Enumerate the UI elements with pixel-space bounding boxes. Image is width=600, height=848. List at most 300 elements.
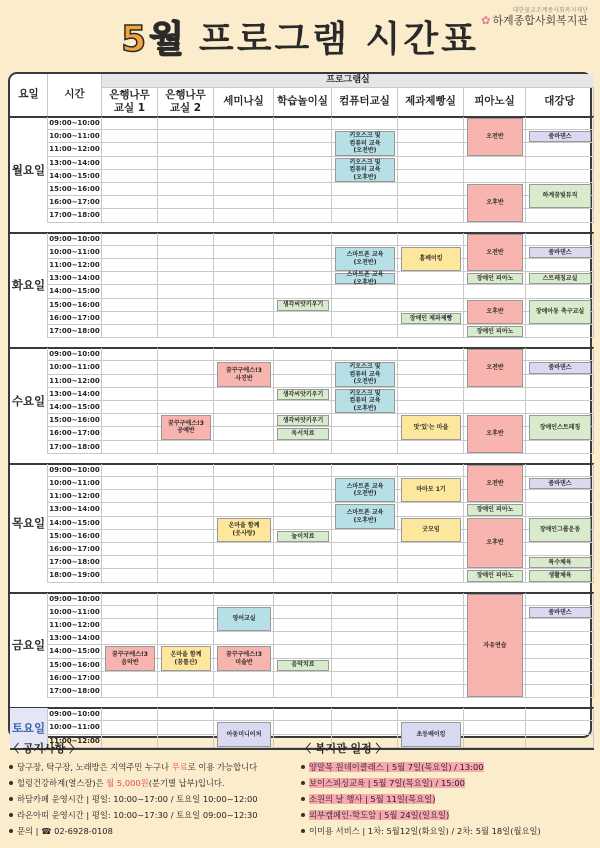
header-room: 컴퓨터교실 bbox=[332, 88, 398, 117]
grid-cell bbox=[398, 401, 464, 414]
grid-cell bbox=[526, 672, 594, 685]
grid-cell bbox=[158, 517, 214, 530]
grid-cell bbox=[274, 272, 332, 285]
grid-cell bbox=[526, 645, 594, 658]
grid-cell bbox=[102, 672, 158, 685]
day-label: 월요일 bbox=[10, 117, 48, 223]
grid-cell bbox=[158, 441, 214, 454]
grid-cell bbox=[158, 157, 214, 170]
grid-cell bbox=[526, 233, 594, 246]
time-slot: 10:00~11:00 bbox=[48, 721, 102, 734]
program-block: 오전반 bbox=[467, 349, 523, 387]
program-block: 장애인그룹운동 bbox=[529, 518, 591, 542]
grid-cell bbox=[526, 632, 594, 645]
grid-cell bbox=[214, 130, 274, 143]
program-block: 영어교실 bbox=[217, 607, 271, 631]
program-block: 생각씨앗키우기 bbox=[277, 415, 329, 426]
grid-cell bbox=[464, 388, 526, 401]
grid-cell bbox=[102, 312, 158, 325]
header-group: 프로그램실 bbox=[102, 74, 594, 88]
grid-cell bbox=[526, 348, 594, 361]
grid-cell bbox=[398, 285, 464, 298]
grid-cell bbox=[158, 606, 214, 619]
program-block: 스마트폰 교육 (오후반) bbox=[335, 504, 395, 528]
grid-cell bbox=[274, 196, 332, 209]
item-text: 당구장, 탁구장, 노래방은 지역주민 누구나 bbox=[17, 762, 172, 772]
org-logo bbox=[481, 8, 588, 27]
grid-cell bbox=[214, 312, 274, 325]
grid-cell bbox=[214, 143, 274, 156]
grid-cell bbox=[102, 299, 158, 312]
title-rest: 프로그램 시간표 bbox=[198, 18, 479, 60]
time-slot: 15:00~16:00 bbox=[48, 530, 102, 543]
grid-cell bbox=[332, 414, 398, 427]
grid-cell bbox=[526, 259, 594, 272]
grid-cell bbox=[332, 312, 398, 325]
grid-cell bbox=[158, 143, 214, 156]
time-slot: 10:00~11:00 bbox=[48, 606, 102, 619]
day-label: 금요일 bbox=[10, 593, 48, 699]
time-slot: 16:00~17:00 bbox=[48, 196, 102, 209]
grid-cell bbox=[526, 659, 594, 672]
day-label: 목요일 bbox=[10, 464, 48, 583]
program-block: 오전반 bbox=[467, 234, 523, 272]
program-block: 스마트폰 교육 (오후반) bbox=[335, 273, 395, 284]
grid-cell bbox=[398, 556, 464, 569]
grid-cell bbox=[214, 556, 274, 569]
grid-cell bbox=[274, 285, 332, 298]
grid-cell bbox=[464, 708, 526, 721]
grid-cell bbox=[214, 348, 274, 361]
item-text: 양말목 원데이클래스 | 5월 7일(목요일) / 13:00 bbox=[309, 762, 484, 772]
grid-cell bbox=[398, 672, 464, 685]
schedule-list bbox=[300, 759, 594, 839]
grid-cell bbox=[332, 606, 398, 619]
grid-cell bbox=[158, 361, 214, 374]
grid-cell bbox=[214, 246, 274, 259]
grid-cell bbox=[398, 299, 464, 312]
org-small-text: 대한불교조계종사회복지재단 bbox=[512, 7, 588, 14]
grid-cell bbox=[214, 196, 274, 209]
program-block: 음악치료 bbox=[277, 660, 329, 671]
grid-cell bbox=[214, 259, 274, 272]
item-text: 월 5,000원 bbox=[106, 778, 149, 788]
grid-cell bbox=[102, 130, 158, 143]
program-block: 오전반 bbox=[467, 118, 523, 156]
grid-cell bbox=[158, 246, 214, 259]
time-slot: 15:00~16:00 bbox=[48, 299, 102, 312]
grid-cell bbox=[102, 272, 158, 285]
grid-cell bbox=[158, 477, 214, 490]
grid-cell bbox=[102, 685, 158, 698]
grid-cell bbox=[464, 157, 526, 170]
time-slot: 13:00~14:00 bbox=[48, 632, 102, 645]
item-text: 문의 | ☎ 02-6928-0108 bbox=[17, 826, 113, 836]
header-room: 학습놀이실 bbox=[274, 88, 332, 117]
grid-cell bbox=[398, 619, 464, 632]
grid-cell bbox=[398, 659, 464, 672]
grid-cell bbox=[158, 619, 214, 632]
grid-cell bbox=[398, 272, 464, 285]
grid-cell bbox=[332, 209, 398, 222]
program-block: 마마모 1기 bbox=[401, 478, 461, 502]
grid-cell bbox=[102, 348, 158, 361]
grid-cell bbox=[398, 196, 464, 209]
grid-cell bbox=[214, 569, 274, 582]
grid-cell bbox=[274, 645, 332, 658]
time-slot: 15:00~16:00 bbox=[48, 659, 102, 672]
grid-cell bbox=[274, 170, 332, 183]
grid-cell bbox=[158, 233, 214, 246]
grid-cell bbox=[526, 209, 594, 222]
grid-cell bbox=[274, 606, 332, 619]
header-room: 은행나무 교실 2 bbox=[158, 88, 214, 117]
program-block: 자유연습 bbox=[467, 594, 523, 698]
grid-cell bbox=[214, 209, 274, 222]
grid-cell bbox=[214, 632, 274, 645]
grid-cell bbox=[158, 312, 214, 325]
grid-cell bbox=[464, 401, 526, 414]
grid-cell bbox=[158, 556, 214, 569]
grid-cell bbox=[102, 517, 158, 530]
grid-cell bbox=[274, 672, 332, 685]
grid-cell bbox=[102, 530, 158, 543]
grid-cell bbox=[398, 233, 464, 246]
grid-cell bbox=[102, 606, 158, 619]
program-block: 꿈꾸구에스!3 사진반 bbox=[217, 362, 271, 386]
program-block: 스마트폰 교육 (오전반) bbox=[335, 247, 395, 271]
program-block: 생활체육 bbox=[529, 570, 591, 581]
grid-cell bbox=[398, 325, 464, 338]
page-title bbox=[120, 10, 480, 62]
time-slot: 17:00~18:00 bbox=[48, 441, 102, 454]
time-slot: 17:00~18:00 bbox=[48, 556, 102, 569]
grid-cell bbox=[526, 401, 594, 414]
grid-cell bbox=[158, 183, 214, 196]
program-block: 줌바댄스 bbox=[529, 362, 591, 373]
grid-cell bbox=[158, 685, 214, 698]
program-block: 꿈꾸구에스!3 음악반 bbox=[105, 646, 155, 670]
grid-cell bbox=[398, 645, 464, 658]
grid-cell bbox=[274, 464, 332, 477]
grid-cell bbox=[398, 685, 464, 698]
grid-cell bbox=[398, 708, 464, 721]
grid-cell bbox=[214, 233, 274, 246]
list-item bbox=[300, 775, 594, 791]
program-block: 생각씨앗키우기 bbox=[277, 300, 329, 311]
time-slot: 10:00~11:00 bbox=[48, 246, 102, 259]
grid-cell bbox=[214, 441, 274, 454]
grid-cell bbox=[526, 157, 594, 170]
program-block: 꿈꾸구에스!3 공예반 bbox=[161, 415, 211, 439]
item-text: 보이스피싱교육 | 5월 7일(목요일) / 15:00 bbox=[309, 778, 465, 788]
grid-cell bbox=[332, 348, 398, 361]
grid-cell bbox=[274, 183, 332, 196]
grid-cell bbox=[526, 464, 594, 477]
list-item bbox=[8, 807, 292, 823]
program-block: 줌바댄스 bbox=[529, 478, 591, 489]
time-slot: 09:00~10:00 bbox=[48, 464, 102, 477]
grid-cell bbox=[274, 361, 332, 374]
list-item bbox=[300, 823, 594, 839]
grid-cell bbox=[332, 464, 398, 477]
list-item bbox=[8, 791, 292, 807]
grid-cell bbox=[274, 556, 332, 569]
grid-cell bbox=[102, 209, 158, 222]
grid-cell bbox=[464, 285, 526, 298]
program-block: 장애인 제과제빵 bbox=[401, 313, 461, 324]
grid-cell bbox=[102, 543, 158, 556]
time-slot: 13:00~14:00 bbox=[48, 503, 102, 516]
grid-cell bbox=[274, 401, 332, 414]
grid-cell bbox=[214, 272, 274, 285]
grid-cell bbox=[332, 325, 398, 338]
list-item bbox=[300, 791, 594, 807]
grid-cell bbox=[526, 593, 594, 606]
time-slot: 10:00~11:00 bbox=[48, 130, 102, 143]
notice-list bbox=[8, 759, 292, 839]
notice-title: 〈 공지사항 〉 bbox=[8, 742, 81, 755]
grid-cell bbox=[274, 685, 332, 698]
grid-cell bbox=[158, 299, 214, 312]
grid-cell bbox=[102, 143, 158, 156]
grid-cell bbox=[214, 490, 274, 503]
day-label: 화요일 bbox=[10, 233, 48, 339]
grid-cell bbox=[398, 117, 464, 130]
grid-cell bbox=[464, 721, 526, 734]
time-slot: 11:00~12:00 bbox=[48, 143, 102, 156]
program-block: 굿모임 bbox=[401, 518, 461, 542]
grid-cell bbox=[398, 388, 464, 401]
time-slot: 10:00~11:00 bbox=[48, 361, 102, 374]
time-slot: 18:00~19:00 bbox=[48, 569, 102, 582]
grid-cell bbox=[102, 401, 158, 414]
grid-cell bbox=[274, 619, 332, 632]
time-slot: 14:00~15:00 bbox=[48, 645, 102, 658]
program-block: 생각씨앗키우기 bbox=[277, 389, 329, 400]
list-item bbox=[300, 807, 594, 823]
time-slot: 09:00~10:00 bbox=[48, 233, 102, 246]
header-day: 요일 bbox=[10, 74, 48, 117]
grid-cell bbox=[274, 117, 332, 130]
grid-cell bbox=[102, 375, 158, 388]
time-slot: 13:00~14:00 bbox=[48, 388, 102, 401]
org-name: 하계종합사회복지관 bbox=[492, 13, 588, 27]
grid-cell bbox=[332, 721, 398, 734]
grid-cell bbox=[398, 183, 464, 196]
grid-cell bbox=[274, 325, 332, 338]
grid-cell bbox=[332, 708, 398, 721]
grid-cell bbox=[526, 170, 594, 183]
time-slot: 10:00~11:00 bbox=[48, 477, 102, 490]
grid-cell bbox=[274, 246, 332, 259]
item-text: 무료 bbox=[171, 762, 188, 772]
grid-cell bbox=[102, 325, 158, 338]
grid-cell bbox=[274, 569, 332, 582]
grid-cell bbox=[398, 543, 464, 556]
grid-cell bbox=[158, 503, 214, 516]
grid-cell bbox=[332, 117, 398, 130]
day-label: 토요일 bbox=[10, 708, 48, 748]
time-slot: 11:00~12:00 bbox=[48, 375, 102, 388]
grid-cell bbox=[526, 503, 594, 516]
grid-cell bbox=[398, 375, 464, 388]
grid-cell bbox=[274, 375, 332, 388]
grid-cell bbox=[214, 117, 274, 130]
grid-cell bbox=[274, 721, 332, 734]
grid-cell bbox=[158, 708, 214, 721]
grid-cell bbox=[102, 464, 158, 477]
grid-cell bbox=[274, 632, 332, 645]
time-slot: 15:00~16:00 bbox=[48, 183, 102, 196]
grid-cell bbox=[158, 569, 214, 582]
time-slot: 17:00~18:00 bbox=[48, 209, 102, 222]
grid-cell bbox=[158, 464, 214, 477]
lotus-icon: ✿ bbox=[481, 13, 491, 27]
grid-cell bbox=[102, 569, 158, 582]
grid-cell bbox=[158, 375, 214, 388]
grid-cell bbox=[158, 543, 214, 556]
grid-cell bbox=[102, 503, 158, 516]
grid-cell bbox=[274, 503, 332, 516]
grid-cell bbox=[332, 593, 398, 606]
grid-cell bbox=[398, 503, 464, 516]
grid-cell bbox=[102, 285, 158, 298]
time-slot: 16:00~17:00 bbox=[48, 312, 102, 325]
program-block: 오후반 bbox=[467, 300, 523, 324]
grid-cell bbox=[158, 209, 214, 222]
header-time: 시간 bbox=[48, 74, 102, 117]
grid-cell bbox=[274, 708, 332, 721]
grid-cell bbox=[274, 130, 332, 143]
schedule-section bbox=[300, 740, 594, 844]
grid-cell bbox=[274, 543, 332, 556]
item-text: 라온아띠 운영시간 | 평일: 10:00~17:30 / 토요일 09:00~12:30 bbox=[17, 810, 258, 820]
grid-cell bbox=[214, 477, 274, 490]
header-room: 대강당 bbox=[526, 88, 594, 117]
program-block: 오후반 bbox=[467, 518, 523, 569]
grid-cell bbox=[158, 530, 214, 543]
grid-cell bbox=[274, 157, 332, 170]
item-text: 로 이용 가능합니다 bbox=[187, 762, 258, 772]
grid-cell bbox=[274, 517, 332, 530]
grid-cell bbox=[398, 157, 464, 170]
time-slot: 09:00~10:00 bbox=[48, 708, 102, 721]
grid-cell bbox=[158, 632, 214, 645]
program-block: 특수체육 bbox=[529, 557, 591, 568]
time-slot: 16:00~17:00 bbox=[48, 672, 102, 685]
grid-cell bbox=[274, 143, 332, 156]
grid-cell bbox=[274, 441, 332, 454]
grid-cell bbox=[526, 490, 594, 503]
grid-cell bbox=[526, 325, 594, 338]
grid-cell bbox=[214, 299, 274, 312]
item-text: (분기별 납부)입니다. bbox=[148, 778, 225, 788]
grid-cell bbox=[398, 569, 464, 582]
grid-cell bbox=[214, 401, 274, 414]
program-block: 장애인스트레칭 bbox=[529, 415, 591, 439]
program-block: 줌바댄스 bbox=[529, 131, 591, 142]
header-room: 제과제빵실 bbox=[398, 88, 464, 117]
grid-cell bbox=[332, 233, 398, 246]
grid-cell bbox=[102, 490, 158, 503]
grid-cell bbox=[102, 708, 158, 721]
grid-cell bbox=[526, 143, 594, 156]
grid-cell bbox=[332, 569, 398, 582]
grid-cell bbox=[102, 632, 158, 645]
grid-cell bbox=[214, 685, 274, 698]
grid-cell bbox=[158, 672, 214, 685]
grid-cell bbox=[332, 530, 398, 543]
grid-cell bbox=[332, 183, 398, 196]
grid-cell bbox=[102, 414, 158, 427]
time-slot: 16:00~17:00 bbox=[48, 543, 102, 556]
grid-cell bbox=[158, 388, 214, 401]
grid-cell bbox=[102, 183, 158, 196]
grid-cell bbox=[526, 619, 594, 632]
header-room: 세미나실 bbox=[214, 88, 274, 117]
grid-cell bbox=[158, 196, 214, 209]
program-block: 온마을 함께 (꿈틀산) bbox=[161, 646, 211, 670]
time-slot: 17:00~18:00 bbox=[48, 325, 102, 338]
grid-cell bbox=[214, 170, 274, 183]
grid-cell bbox=[214, 414, 274, 427]
grid-cell bbox=[398, 606, 464, 619]
grid-cell bbox=[398, 361, 464, 374]
grid-cell bbox=[526, 685, 594, 698]
grid-cell bbox=[274, 233, 332, 246]
grid-cell bbox=[526, 441, 594, 454]
list-item bbox=[8, 775, 292, 791]
schedule-title: 〈 복지관 일정 〉 bbox=[300, 742, 387, 755]
grid-cell bbox=[102, 233, 158, 246]
grid-cell bbox=[398, 441, 464, 454]
grid-cell bbox=[214, 325, 274, 338]
title-month: 5월 bbox=[121, 18, 187, 60]
grid-cell bbox=[102, 427, 158, 440]
grid-cell bbox=[214, 708, 274, 721]
program-block: 줌바댄스 bbox=[529, 247, 591, 258]
grid-cell bbox=[158, 259, 214, 272]
grid-cell bbox=[214, 593, 274, 606]
item-text: 소원의 날 행사 | 5월 11일(목요일) bbox=[309, 794, 436, 804]
grid-cell bbox=[398, 348, 464, 361]
grid-cell bbox=[332, 196, 398, 209]
program-block: 장애인 피아노 bbox=[467, 326, 523, 337]
time-slot: 13:00~14:00 bbox=[48, 157, 102, 170]
grid-cell bbox=[158, 593, 214, 606]
grid-cell bbox=[332, 619, 398, 632]
time-slot: 14:00~15:00 bbox=[48, 401, 102, 414]
grid-cell bbox=[158, 348, 214, 361]
grid-cell bbox=[102, 170, 158, 183]
grid-cell bbox=[214, 388, 274, 401]
grid-cell bbox=[158, 272, 214, 285]
grid-cell bbox=[214, 464, 274, 477]
grid-cell bbox=[102, 619, 158, 632]
time-slot: 16:00~17:00 bbox=[48, 427, 102, 440]
header-room: 피아노실 bbox=[464, 88, 526, 117]
program-block: 키오스크 및 컴퓨터 교육 (오후반) bbox=[335, 158, 395, 182]
time-slot: 14:00~15:00 bbox=[48, 517, 102, 530]
program-block: 온마을 함께 (웃사랑) bbox=[217, 518, 271, 542]
grid-cell bbox=[332, 659, 398, 672]
grid-cell bbox=[398, 464, 464, 477]
grid-cell bbox=[102, 721, 158, 734]
grid-cell bbox=[332, 632, 398, 645]
grid-cell bbox=[398, 170, 464, 183]
grid-cell bbox=[398, 632, 464, 645]
